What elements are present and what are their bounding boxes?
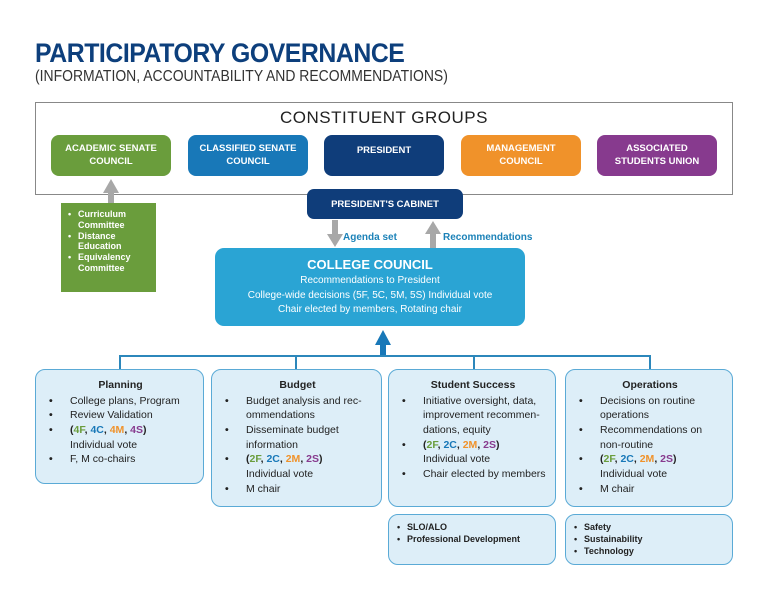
college-council-line: Chair elected by members, Rotating chair (278, 304, 462, 315)
agenda-set-label: Agenda set (343, 232, 397, 243)
group-management-council: MANAGEMENT COUNCIL (461, 135, 581, 176)
committee-title: Budget (279, 379, 316, 391)
group-president: PRESIDENT (324, 135, 444, 176)
page-subtitle: (INFORMATION, ACCOUNTABILITY AND RECOMMENDATIONS) (35, 68, 448, 85)
recommendations-label: Recommendations (443, 232, 533, 243)
vote-composition: • (2F, 2C, 2M, 2S) Individual vote (397, 438, 549, 467)
committee-item: • Curriculum Committee (67, 209, 152, 231)
committee-operations (565, 369, 733, 507)
page-title: PARTICIPATORY GOVERNANCE (35, 38, 405, 68)
college-council-line: College-wide decisions (5F, 5C, 5M, 5S) Individual vote (247, 289, 493, 301)
committee-student-success (388, 369, 556, 507)
connector-horizontal (119, 355, 650, 357)
committee-item: • Review Validation (44, 408, 197, 423)
vote-composition: • (2F, 2C, 2M, 2S) Individual vote (220, 452, 375, 481)
committee-planning (35, 369, 204, 484)
committee-title: Student Success (430, 379, 516, 391)
subcommittee-item: • Technology (574, 545, 726, 557)
arrow-down-icon (326, 220, 344, 248)
academic-senate-committees (61, 203, 156, 292)
college-council-title: COLLEGE COUNCIL (307, 257, 433, 272)
committee-item: • Decisions on routine operations (574, 394, 726, 423)
group-classified-senate-council: CLASSIFIED SENATE COUNCIL (188, 135, 308, 176)
committee-item: • F, M co-chairs (44, 452, 197, 467)
committee-item: • College plans, Program (44, 394, 197, 409)
committee-title: Operations (622, 379, 678, 391)
college-council-line: Recommendations to President (300, 275, 440, 286)
committee-item: • Chair elected by members (397, 467, 549, 482)
arrow-up-icon (424, 220, 442, 248)
arrow-up-icon (374, 330, 392, 356)
committee-item: • Budget analysis and rec-ommendations (220, 394, 375, 423)
subcommittee-item: • Professional Development (397, 533, 549, 545)
vote-composition: • (4F, 4C, 4M, 4S) Individual vote (44, 423, 197, 452)
connector-vertical (295, 355, 297, 369)
presidents-cabinet: PRESIDENT'S CABINET (307, 189, 463, 219)
subcommittees-student-success (388, 514, 556, 565)
committee-budget (211, 369, 382, 507)
connector-vertical (119, 355, 121, 369)
subcommittees-operations (565, 514, 733, 565)
group-academic-senate-council: ACADEMIC SENATE COUNCIL (51, 135, 171, 176)
committee-item: • Recommendations on non-routine (574, 423, 726, 452)
subcommittee-item: • SLO/ALO (397, 521, 549, 533)
committee-title: Planning (98, 379, 143, 391)
vote-composition: • (2F, 2C, 2M, 2S) Individual vote (574, 452, 726, 481)
committee-item: • Initiative oversight, data, improvement recommen-dations, equity (397, 394, 549, 438)
arrow-up-icon (101, 177, 121, 205)
college-council (215, 248, 525, 326)
subcommittee-item: • Sustainability (574, 533, 726, 545)
committee-item: • Disseminate budget information (220, 423, 375, 452)
group-associated-students-union: ASSOCIATED STUDENTS UNION (597, 135, 717, 176)
connector-vertical (473, 355, 475, 369)
committee-item: • Equivalency Committee (67, 252, 152, 274)
connector-vertical (649, 355, 651, 369)
committee-item: • Distance Education (67, 231, 152, 253)
committee-item: • M chair (220, 482, 375, 497)
constituent-groups-title: CONSTITUENT GROUPS (280, 108, 488, 127)
subcommittee-item: • Safety (574, 521, 726, 533)
committee-item: • M chair (574, 482, 726, 497)
